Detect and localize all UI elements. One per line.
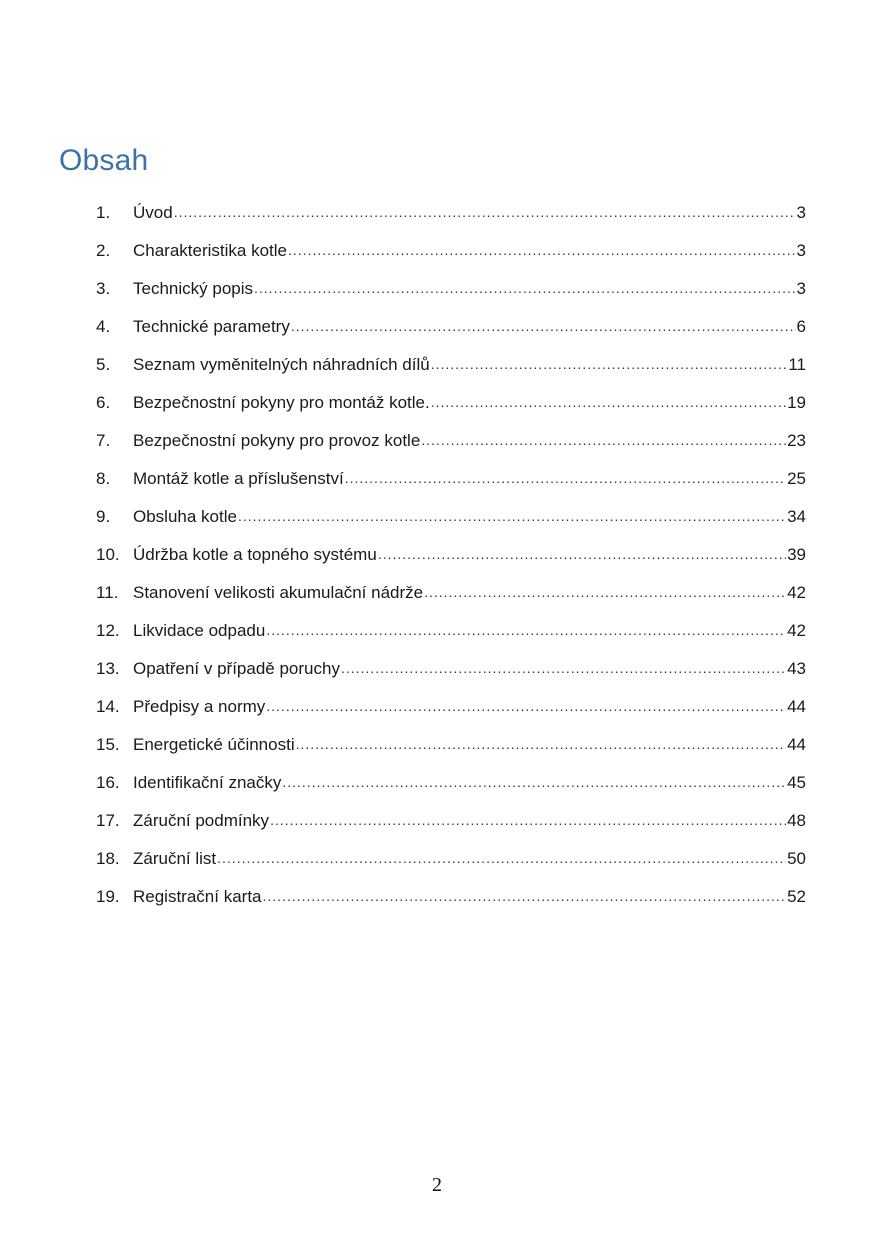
toc-entry[interactable] [96,347,806,385]
toc-entry-label: Technický popis [133,279,254,298]
toc-entry-label: Technické parametry [133,317,290,336]
toc-entry-number: 7. [96,431,111,450]
toc-entry-label: Obsluha kotle [133,507,237,526]
toc-entry-number: 13. [96,659,120,678]
toc-entry-page: 23 [787,431,806,450]
toc-entry-page: 52 [787,887,806,906]
toc-entry-page: 44 [787,697,806,716]
toc-dot-leader [282,765,786,800]
toc-dot-leader [378,537,786,572]
toc-entry[interactable] [96,727,806,765]
toc-entry-label: Registrační karta [133,887,262,906]
toc-entry-label: Energetické účinnosti [133,735,295,754]
toc-entry-page: 42 [787,583,806,602]
toc-entry-page: 19 [787,393,806,412]
toc-entry-label: Stanovení velikosti akumulační nádrže [133,583,424,602]
toc-entry-label: Montáž kotle a příslušenství [133,469,344,488]
toc-entry-number: 15. [96,735,120,754]
toc-entry-number: 16. [96,773,120,792]
toc-dot-leader [341,651,786,686]
toc-title: Obsah [59,144,149,177]
toc-entry-number: 8. [96,469,111,488]
toc-entry-number: 5. [96,355,111,374]
toc-entry[interactable] [96,651,806,689]
toc-entry-page: 34 [787,507,806,526]
toc-dot-leader [270,803,786,838]
table-of-contents [96,195,806,917]
toc-entry-page: 43 [787,659,806,678]
toc-entry[interactable] [96,271,806,309]
toc-dot-leader [266,689,786,724]
toc-dot-leader [345,461,786,496]
toc-entry[interactable] [96,841,806,879]
toc-dot-leader [421,423,786,458]
toc-entry[interactable] [96,309,806,347]
toc-entry[interactable] [96,461,806,499]
toc-entry-number: 18. [96,849,120,868]
toc-dot-leader [288,233,796,268]
toc-entry-page: 11 [788,355,806,374]
toc-entry-page: 3 [796,203,806,222]
toc-entry-number: 6. [96,393,111,412]
toc-entry-page: 44 [787,735,806,754]
toc-dot-leader [263,879,787,914]
toc-entry-page: 3 [796,279,806,298]
toc-dot-leader [266,613,786,648]
toc-entry[interactable] [96,537,806,575]
toc-entry-label: Úvod [133,203,173,222]
toc-entry-number: 4. [96,317,111,336]
toc-entry-label: Opatření v případě poruchy [133,659,340,678]
page-number: 2 [432,1174,442,1196]
toc-entry[interactable] [96,385,806,423]
toc-entry-label: Záruční list [133,849,217,868]
toc-entry-label: Záruční podmínky [133,811,270,830]
toc-entry-page: 50 [787,849,806,868]
toc-entry-page: 42 [787,621,806,640]
toc-entry-label: Charakteristika kotle [133,241,288,260]
toc-entry[interactable] [96,879,806,917]
toc-entry-page: 3 [796,241,806,260]
toc-dot-leader [217,841,786,876]
toc-entry-label: Bezpečnostní pokyny pro provoz kotle [133,431,421,450]
toc-entry-label: Identifikační značky [133,773,282,792]
toc-entry-page: 6 [796,317,806,336]
toc-entry-page: 25 [787,469,806,488]
toc-entry[interactable] [96,803,806,841]
toc-entry-label: Bezpečnostní pokyny pro montáž kotle. [133,393,430,412]
toc-entry-label: Seznam vyměnitelných náhradních dílů [133,355,430,374]
toc-entry-page: 48 [787,811,806,830]
toc-entry-page: 45 [787,773,806,792]
toc-entry-number: 14. [96,697,120,716]
toc-entry-number: 9. [96,507,111,526]
toc-entry-number: 3. [96,279,111,298]
toc-entry[interactable] [96,765,806,803]
toc-entry-number: 2. [96,241,111,260]
toc-entry-number: 12. [96,621,120,640]
toc-dot-leader [431,385,786,420]
toc-entry-number: 19. [96,887,120,906]
toc-entry[interactable] [96,233,806,271]
toc-dot-leader [291,309,796,344]
toc-dot-leader [296,727,786,762]
toc-entry[interactable] [96,689,806,727]
toc-entry-number: 1. [96,203,111,222]
toc-dot-leader [254,271,796,306]
toc-entry[interactable] [96,195,806,233]
toc-dot-leader [424,575,786,610]
toc-entry-number: 17. [96,811,120,830]
toc-entry-number: 10. [96,545,120,564]
toc-dot-leader [431,347,788,382]
toc-entry-page: 39 [787,545,806,564]
toc-entry[interactable] [96,499,806,537]
toc-entry[interactable] [96,613,806,651]
toc-dot-leader [238,499,786,534]
toc-entry-label: Likvidace odpadu [133,621,266,640]
toc-entry-number: 11. [96,583,119,602]
toc-entry-label: Údržba kotle a topného systému [133,545,377,564]
toc-entry[interactable] [96,575,806,613]
toc-entry-label: Předpisy a normy [133,697,266,716]
toc-dot-leader [174,195,796,230]
toc-entry[interactable] [96,423,806,461]
